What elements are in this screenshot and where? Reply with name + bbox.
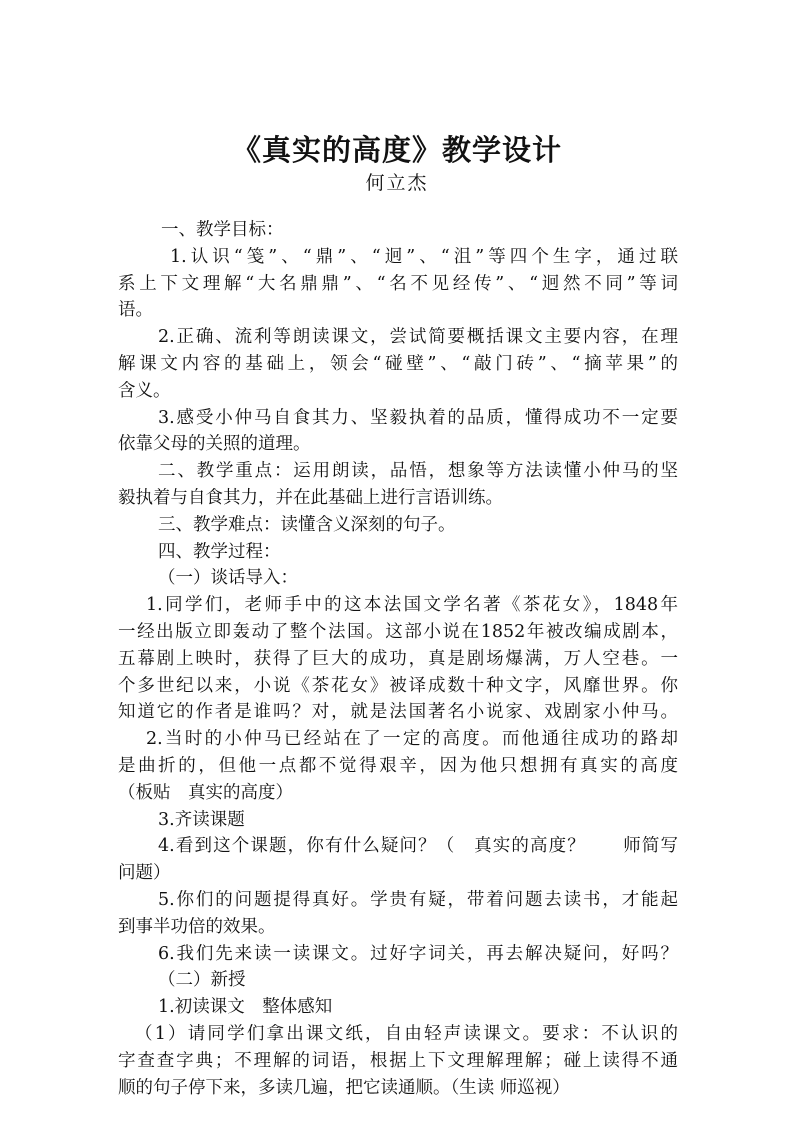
paragraph-line: （板贴 真实的高度） <box>118 782 293 803</box>
paragraph-line: 2.正确、流利等朗读课文，尝试简要概括课文主要内容，在理 <box>158 327 678 348</box>
paragraph-line: 2.当时的小仲马已经站在了一定的高度。而他通往成功的路却 <box>146 729 678 750</box>
document-body <box>118 217 678 1101</box>
document-author: 何立杰 <box>365 172 429 194</box>
paragraph-line: 含义。 <box>118 380 171 401</box>
paragraph-line: 依靠父母的关照的道理。 <box>118 434 311 455</box>
paragraph-line: 五幕剧上映时，获得了巨大的成功，真是剧场爆满，万人空巷。一 <box>118 648 678 669</box>
paragraph-line: 语。 <box>118 300 153 321</box>
paragraph-line: 一经出版立即轰动了整个法国。这部小说在1852年被改编成剧本， <box>118 621 678 642</box>
paragraph-line: 知道它的作者是谁吗？对，就是法国著名小说家、戏剧家小仲马。 <box>118 702 678 723</box>
section-heading-key-points: 二、教学重点：运用朗读，品悟，想象等方法读懂小仲马的坚 <box>158 461 678 482</box>
section-heading-difficulties: 三、教学难点：读懂含义深刻的句子。 <box>158 514 456 535</box>
paragraph-line: 1.认识“笺”、“鼎”、“迥”、“沮”等四个生字，通过联 <box>170 246 678 267</box>
paragraph-line: 6.我们先来读一读课文。过好字词关，再去解决疑问，好吗？ <box>158 943 678 964</box>
section-heading-objectives: 一、教学目标： <box>161 220 284 240</box>
paragraph-line: 毅执着与自食其力，并在此基础上进行言语训练。 <box>118 487 503 508</box>
subsection-heading-intro: （一）谈话导入： <box>158 568 298 589</box>
paragraph-line: 是曲折的，但他一点都不觉得艰辛，因为他只想拥有真实的高度 <box>118 755 678 776</box>
paragraph-line: 5.你们的问题提得真好。学贵有疑，带着问题去读书，才能起 <box>158 889 678 910</box>
paragraph-line: （1）请同学们拿出课文纸，自由轻声读课文。要求：不认识的 <box>135 1023 678 1044</box>
paragraph-line: 解课文内容的基础上，领会“碰壁”、“敲门砖”、“摘苹果”的 <box>118 353 678 374</box>
paragraph-line: 系上下文理解“大名鼎鼎”、“名不见经传”、“迥然不同”等词 <box>118 273 678 294</box>
paragraph-line: 1.同学们，老师手中的这本法国文学名著《茶花女》，1848年 <box>146 595 678 616</box>
document-title: 《真实的高度》教学设计 <box>231 133 562 167</box>
paragraph-line: 3.齐读课题 <box>158 809 245 830</box>
subsection-heading-new-lesson: （二）新授 <box>158 970 246 991</box>
paragraph-line: 3.感受小仲马自食其力、坚毅执着的品质，懂得成功不一定要 <box>158 407 678 428</box>
paragraph-line: 顺的句子停下来，多读几遍，把它读通顺。（生读 师巡视） <box>118 1077 570 1098</box>
paragraph-line: 问题） <box>118 863 171 884</box>
section-heading-process: 四、教学过程： <box>158 541 281 562</box>
paragraph-line: 4.看到这个课题，你有什么疑问？（ 真实的高度？ 师简写 <box>158 836 678 857</box>
paragraph-line: 字查查字典；不理解的词语，根据上下文理解理解；碰上读得不通 <box>118 1050 678 1071</box>
paragraph-line: 个多世纪以来，小说《茶花女》被译成数十种文字，风靡世界。你 <box>118 675 678 696</box>
paragraph-line: 1.初读课文 整体感知 <box>158 997 333 1018</box>
paragraph-line: 到事半功倍的效果。 <box>118 916 276 937</box>
